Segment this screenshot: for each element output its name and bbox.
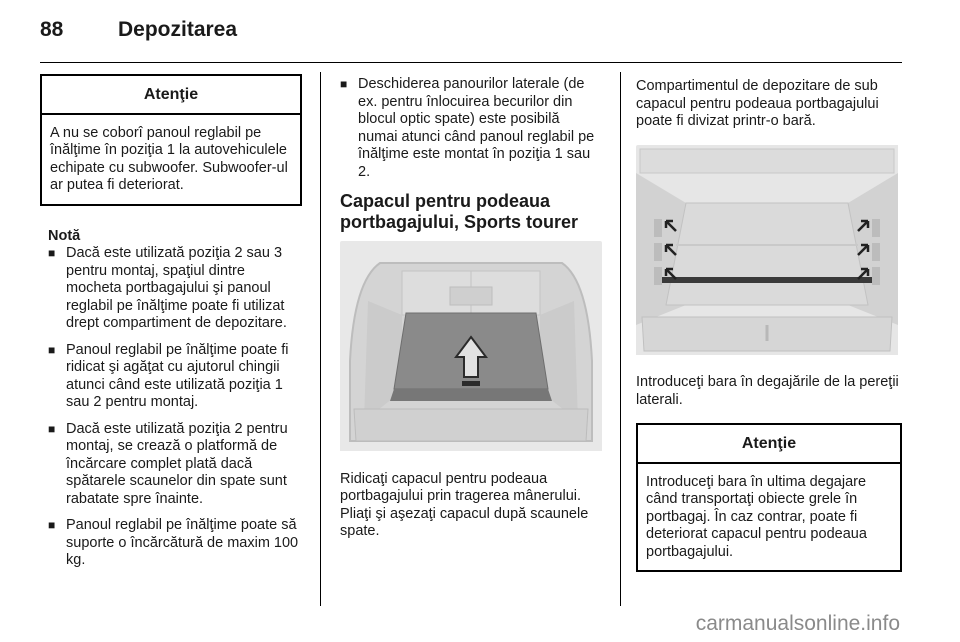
figure-caption: Introduceţi bara în degajările de la pereţii laterali. bbox=[636, 374, 899, 408]
list-item: ■ Deschiderea panourilor laterale (de ex. pentru înlocuirea becurilor din blocul optic spate) este posibilă numai atunci când panoul reglabil pe înălţime este montat în poziţia 1 sau 2. bbox=[340, 76, 602, 181]
list-item: ■ Panoul reglabil pe înălţime poate fi ridicat şi agăţat cu ajutorul chingii atunci când este utilizată poziţia 1 sau 2 pentru montaj. bbox=[48, 342, 302, 412]
intro-text: Compartimentul de depozitare de sub capacul pentru podeaua portbagajului poate fi divizat printr-o bară. bbox=[636, 78, 879, 129]
column-divider bbox=[620, 72, 621, 606]
warning-title: Atenţie bbox=[638, 425, 900, 464]
page-number: 88 bbox=[40, 18, 64, 41]
column-3 bbox=[636, 78, 902, 572]
column-2 bbox=[340, 76, 602, 541]
warning-text: Introduceţi bara în ultima degajare când transportaţi obiecte grele în portbagaj. În caz contrar, poate fi deteriorat capacul pentru podeaua portbagajului. bbox=[646, 473, 867, 560]
watermark: carmanualsonline.info bbox=[695, 612, 900, 635]
page-title: Depozitarea bbox=[118, 18, 238, 41]
figure-caption: Ridicaţi capacul pentru podeaua portbagajului prin tragerea mânerului. Pliaţi şi aşezaţi capacul după scaunele spate. bbox=[340, 470, 589, 539]
warning-box bbox=[636, 423, 902, 572]
warning-title: Atenţie bbox=[42, 76, 300, 115]
warning-box bbox=[40, 74, 302, 206]
list-item: ■ Dacă este utilizată poziţia 2 pentru montaj, se crează o platformă de încărcare complet plată dacă spătarele scaunelor din spate sunt rabatate spre înainte. bbox=[48, 421, 302, 509]
column-divider bbox=[320, 72, 321, 606]
warning-text: A nu se coborî panoul reglabil pe înălţime în poziţia 1 la autovehiculele echipate cu subwoofer. Subwoofer-ul ar putea fi deteriorat. bbox=[50, 124, 288, 193]
panel-list bbox=[340, 76, 602, 181]
column-1 bbox=[40, 74, 302, 579]
header-rule bbox=[40, 62, 902, 63]
note-title: Notă bbox=[48, 227, 81, 244]
list-item: ■ Panoul reglabil pe înălţime poate să suporte o încărcătură de maxim 100 kg. bbox=[48, 517, 302, 570]
divider-bar-illustration bbox=[636, 145, 902, 361]
note-list bbox=[48, 245, 302, 570]
list-item: ■ Dacă este utilizată poziţia 2 sau 3 pentru montaj, spaţiul dintre mocheta portbagajului şi panoul reglabil pe înălţime poate fi utilizat drept compartiment de depozitare. bbox=[48, 245, 302, 333]
cargo-floor-cover-illustration bbox=[340, 241, 602, 457]
section-heading: Capacul pentru podeaua portbagajului, Sports tourer bbox=[340, 191, 579, 232]
